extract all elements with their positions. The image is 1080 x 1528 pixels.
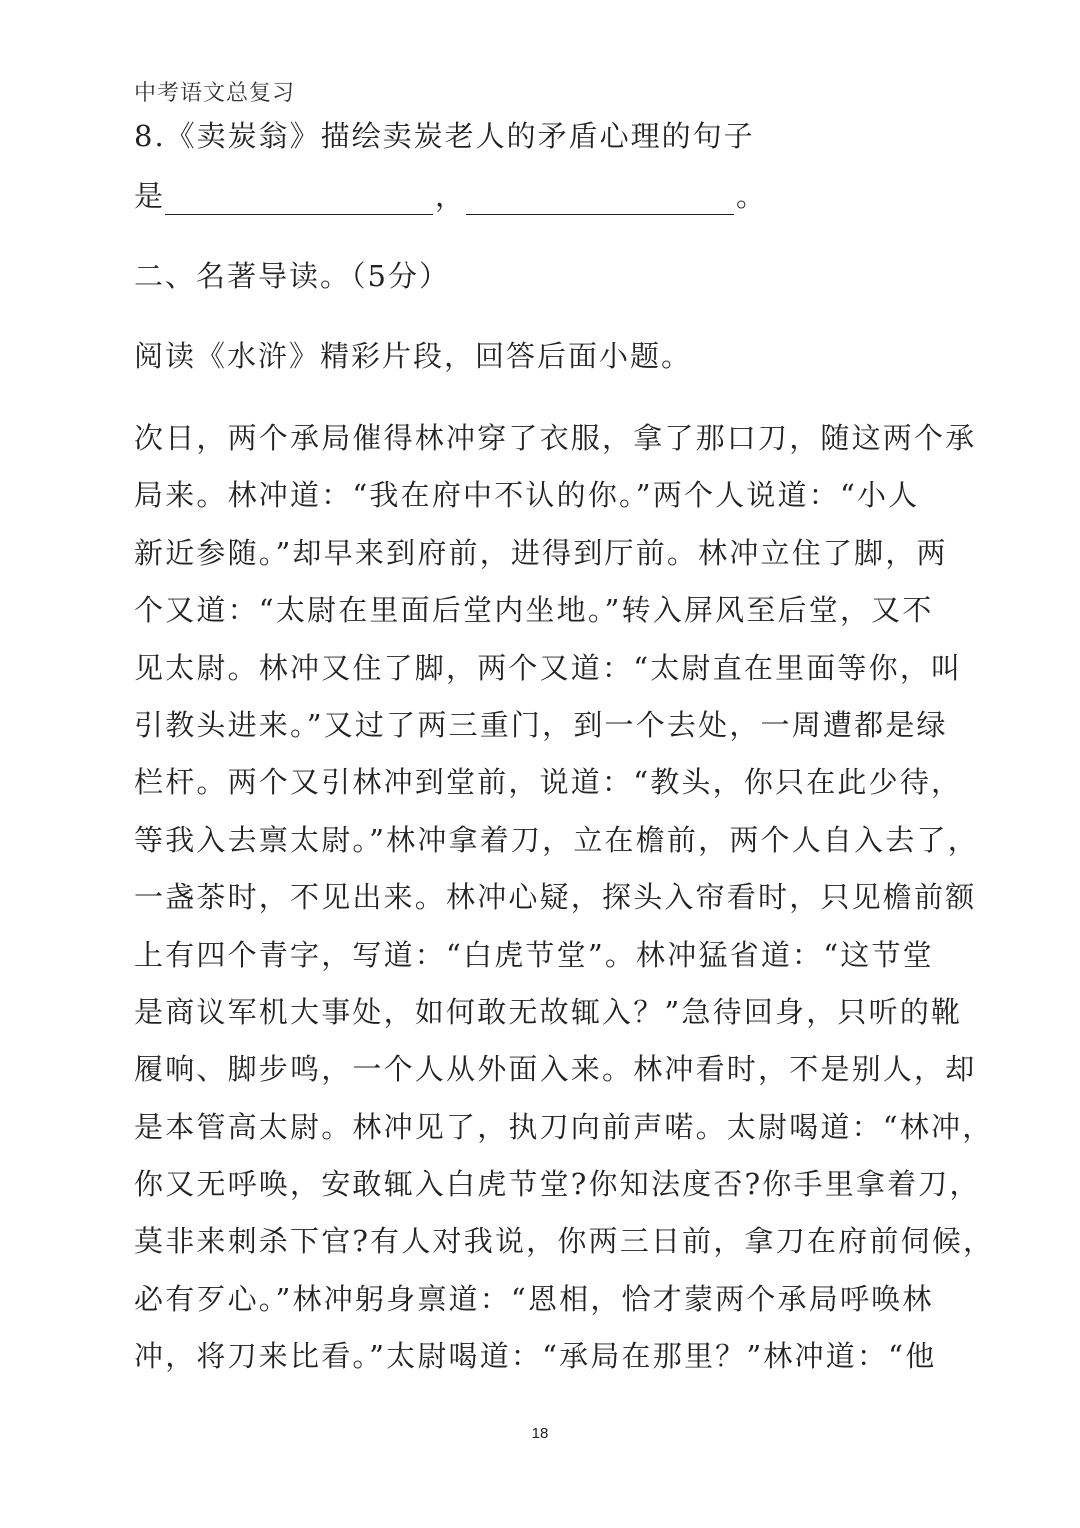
passage-line: 上有四个青字，写道：“白虎节堂”。林冲猛省道：“这节堂 — [134, 937, 934, 972]
question-8-text: 8.《卖炭翁》描绘卖炭老人的矛盾心理的句子 — [134, 119, 755, 153]
reading-passage — [134, 418, 995, 1394]
passage-line: 栏杆。两个又引林冲到堂前，说道：“教头，你只在此少待， — [134, 765, 963, 800]
passage-line: 见太尉。林冲又住了脚，两个又道：“太尉直在里面等你，叫 — [134, 650, 963, 685]
passage-line: 你又无呼唤，安敢辄入白虎节堂?你知法度否?你手里拿着刀， — [134, 1167, 981, 1202]
passage-line: 引教头进来。”又过了两三重门，到一个去处，一周遭都是绿 — [134, 707, 948, 742]
passage-line: 冲，将刀来比看。”太尉喝道：“承局在那里？”林冲道：“他 — [134, 1339, 937, 1374]
question-8-answer-line — [134, 175, 765, 215]
question-8-prefix: 是 — [134, 179, 164, 213]
answer-blank-1 — [165, 184, 433, 215]
passage-line: 必有歹心。”林冲躬身禀道：“恩相，恰才蒙两个承局呼唤林 — [134, 1281, 934, 1316]
section-title: 二、名著导读。（5分） — [134, 259, 450, 293]
passage-line: 莫非来刺杀下官?有人对我说，你两三日前，拿刀在府前伺候， — [134, 1224, 995, 1259]
passage-line: 等我入去禀太尉。”林冲拿着刀，立在檐前，两个人自入去了， — [134, 822, 979, 857]
passage-line: 一盏茶时，不见出来。林冲心疑，探头入帘看时，只见檐前额 — [134, 880, 977, 915]
reading-instruction: 阅读《水浒》精彩片段，回答后面小题。 — [134, 339, 693, 373]
passage-line: 是本管高太尉。林冲见了，执刀向前声喏。太尉喝道：“林冲， — [134, 1109, 994, 1144]
page-number: 18 — [531, 1425, 549, 1442]
passage-line: 局来。林冲道：“我在府中不认的你。”两个人说道：“小人 — [134, 478, 920, 513]
passage-line: 次日，两个承局催得林冲穿了衣服，拿了那口刀，随这两个承 — [134, 421, 977, 455]
answer-blank-2 — [466, 184, 734, 215]
running-header: 中考语文总复习 — [134, 81, 296, 106]
passage-line: 履响、脚步鸣，一个人从外面入来。林冲看时，不是别人，却 — [134, 1052, 977, 1087]
question-8-separator: ， — [435, 179, 465, 213]
passage-line: 新近参随。”却早来到府前，进得到厅前。林冲立住了脚，两 — [134, 535, 948, 570]
passage-line: 个又道：“太尉在里面后堂内坐地。”转入屏风至后堂，又不 — [134, 593, 934, 628]
passage-line: 是商议军机大事处，如何敢无故辄入？”急待回身，只听的靴 — [134, 994, 963, 1029]
question-8-end: 。 — [736, 179, 766, 213]
